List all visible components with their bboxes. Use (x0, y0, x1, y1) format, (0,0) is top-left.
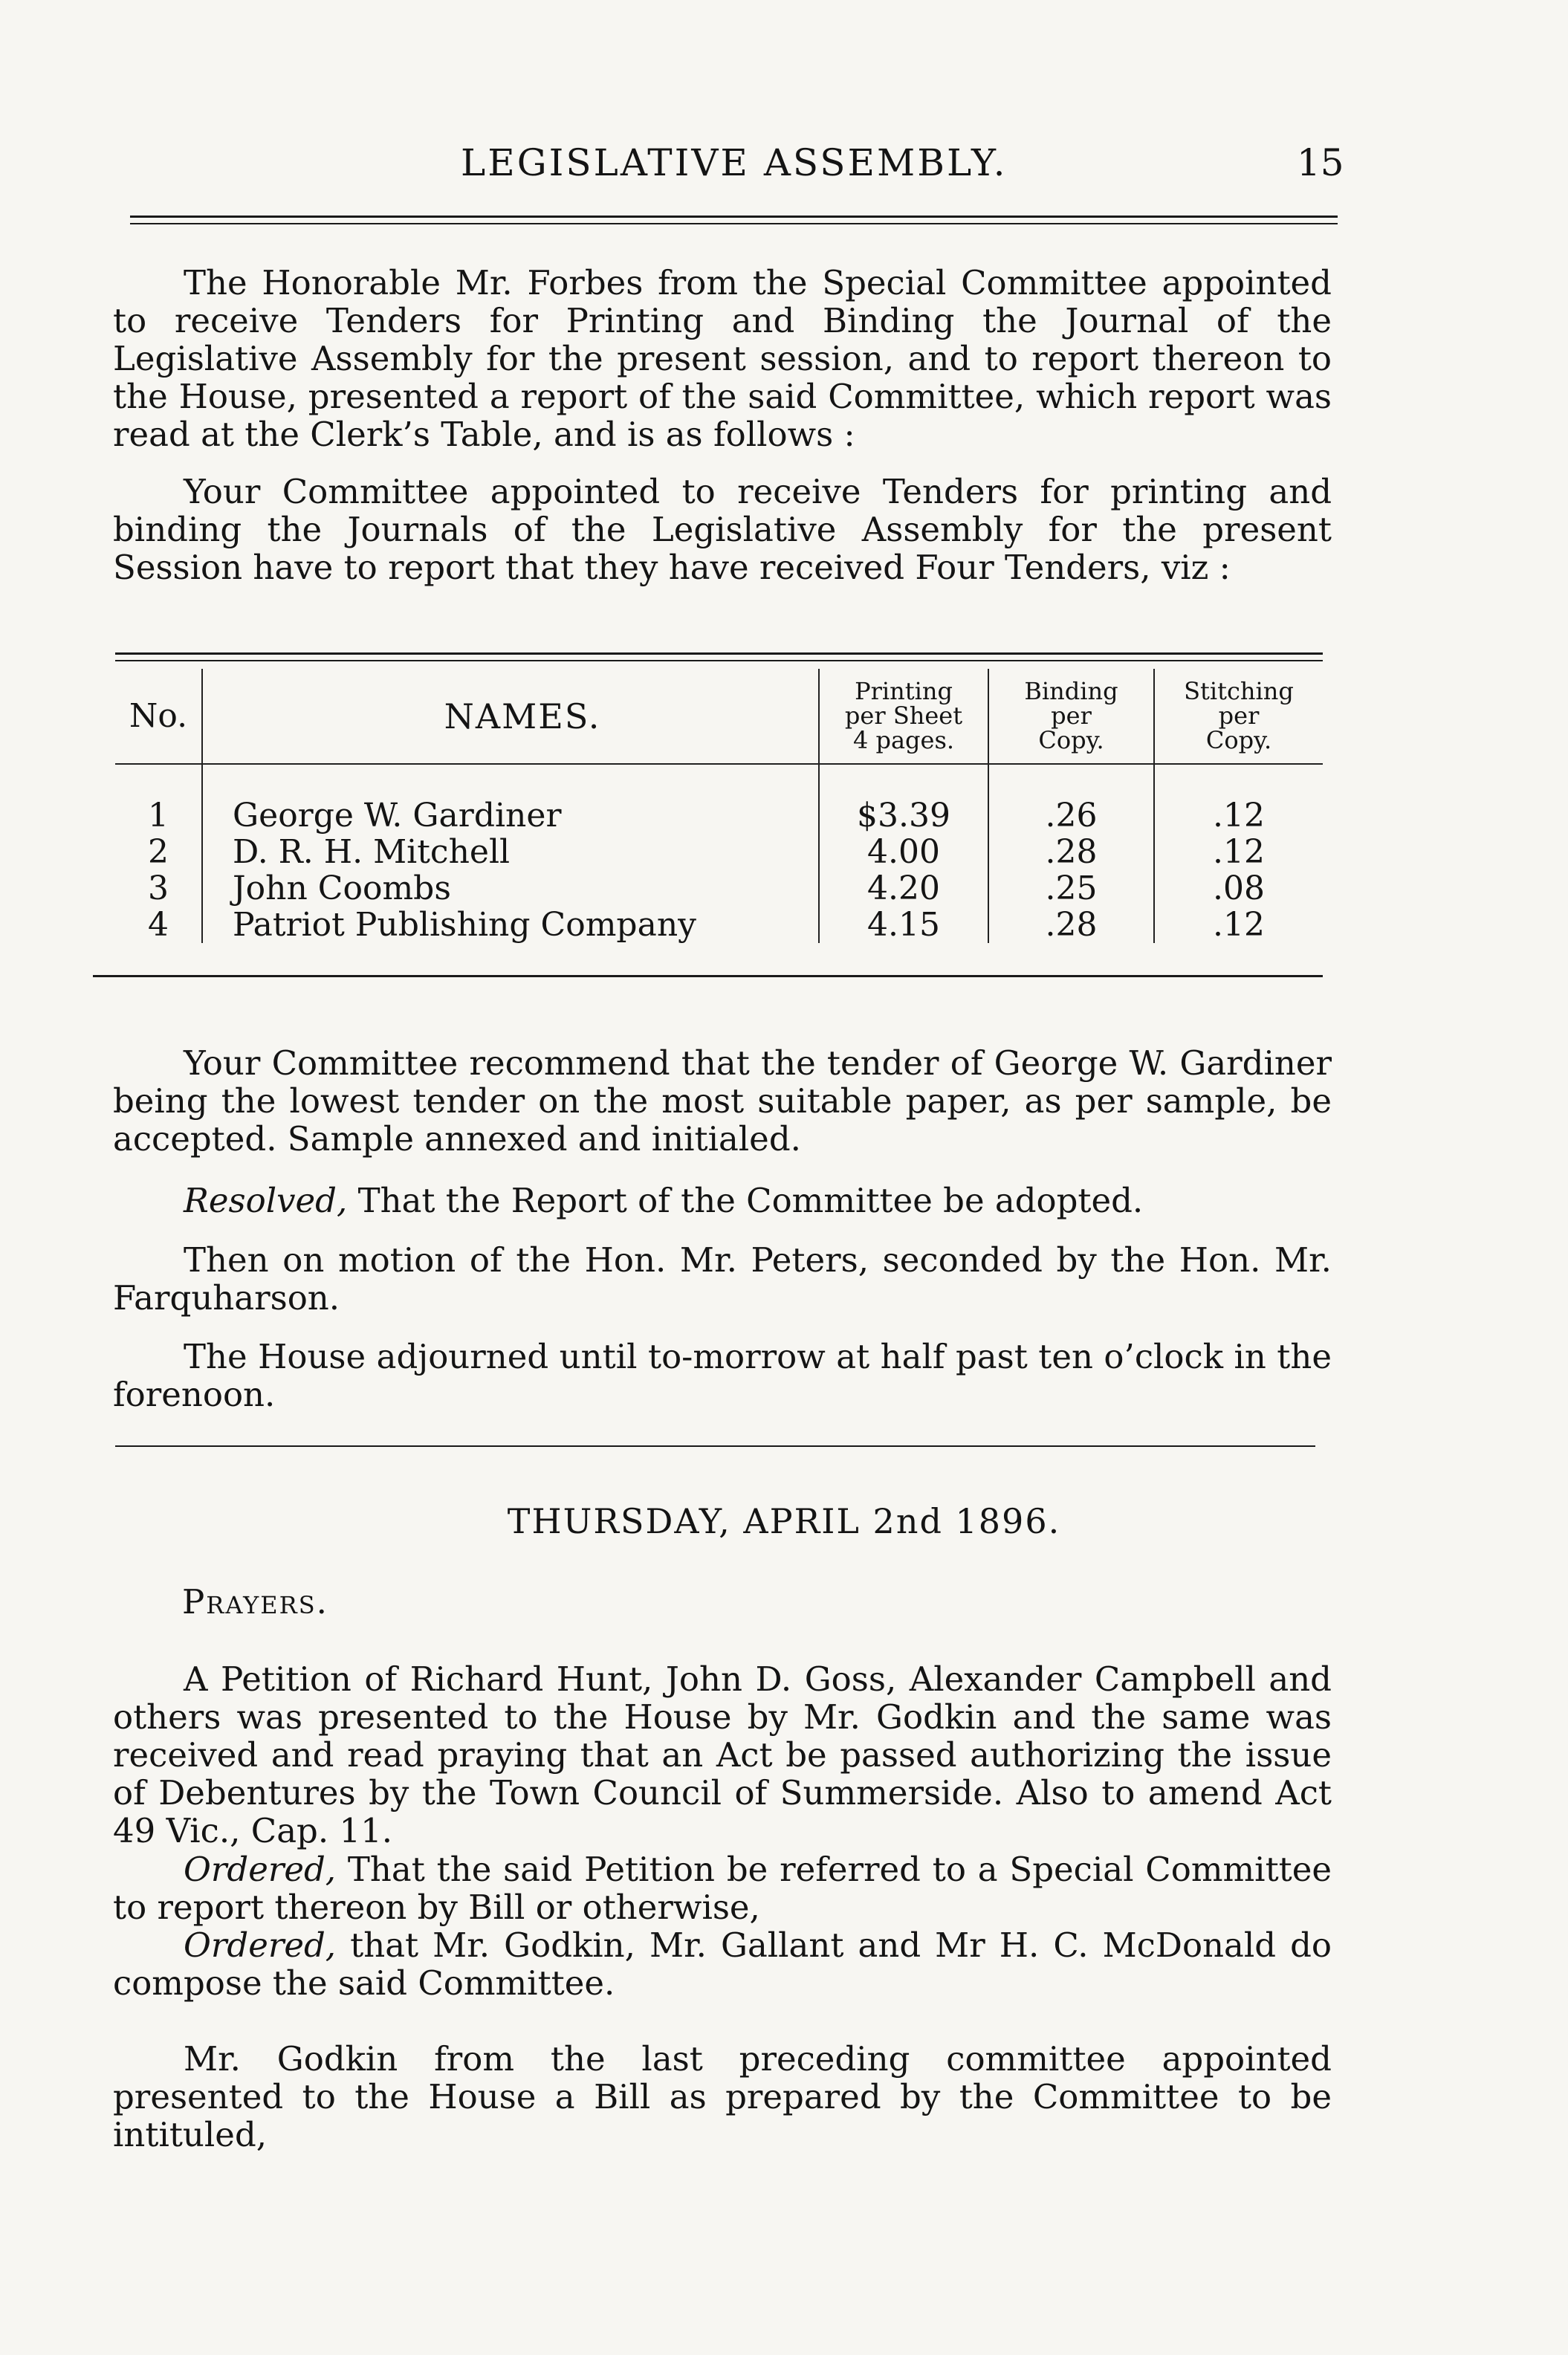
row-binding: .28 (988, 834, 1154, 870)
ordered-composition-text: that Mr. Godkin, Mr. Gallant and Mr H. C. McDonald do compose the said Committee. (113, 1925, 1332, 2003)
header-names: NAMES. (202, 669, 819, 764)
prayers-heading (182, 1583, 628, 1621)
header-rule-bottom (130, 223, 1338, 224)
header-no: No. (115, 669, 202, 764)
row-stitching: .12 (1213, 906, 1265, 944)
row-printing: 4.15 (819, 907, 988, 943)
row-stitching: .08 (1213, 869, 1265, 907)
day-heading: THURSDAY, APRIL 2nd 1896. (507, 1501, 1061, 1541)
ordered-referral-text: That the said Petition be referred to a Special Committee to report thereon by Bill or otherwise, (113, 1850, 1332, 1927)
row-binding: .26 (988, 764, 1154, 834)
bill-paragraph: Mr. Godkin from the last preceding committee appointed presented to the House a Bill as prepared by the Committee to be intituled, (113, 2039, 1332, 2154)
ordered-label: Ordered, (184, 1925, 337, 1965)
header-printing-line-3: 4 pages. (852, 726, 955, 754)
motion-paragraph: Then on motion of the Hon. Mr. Peters, seconded by the Hon. Mr. Farquharson. (113, 1240, 1332, 1318)
header-printing-line-1: Printing (855, 677, 953, 705)
header-printing (819, 669, 988, 764)
header-stitching-line-1: Stitching (1184, 677, 1294, 705)
table-row (115, 907, 1323, 943)
row-binding: .25 (988, 870, 1154, 907)
table-row (115, 764, 1323, 834)
header-stitching-line-3: Copy. (1205, 726, 1272, 754)
row-name: John Coombs (202, 870, 819, 907)
row-binding: .28 (988, 907, 1154, 943)
table-rule-top-inner (115, 660, 1323, 661)
header-printing-line-2: per Sheet (844, 702, 963, 730)
report-intro-paragraph: The Honorable Mr. Forbes from the Special Committee appointed to receive Tenders for Printing and Binding the Journal of the Legislative Assembly for the present session, and to report thereon to the House, presented a report of the said Committee, which report was read at the Clerk’s Table, and is as follows : (113, 263, 1332, 454)
page-header (0, 141, 1568, 193)
table-header-row (115, 669, 1323, 764)
row-no: 2 (115, 834, 202, 870)
row-no: 4 (115, 907, 202, 943)
row-printing: 4.00 (819, 834, 988, 870)
running-title: LEGISLATIVE ASSEMBLY. (461, 141, 1008, 184)
header-stitching (1154, 669, 1323, 764)
row-printing: 4.20 (819, 870, 988, 907)
header-rule-top (130, 216, 1338, 218)
table-row (115, 870, 1323, 907)
row-no: 1 (115, 764, 202, 834)
resolved-text: That the Report of the Committee be adopted. (347, 1181, 1144, 1220)
row-name: George W. Gardiner (202, 764, 819, 834)
adjourned-paragraph: The House adjourned until to-morrow at half past ten o’clock in the forenoon. (113, 1337, 1332, 1414)
prayers-label: Prayers. (182, 1582, 328, 1622)
row-name: D. R. H. Mitchell (202, 834, 819, 870)
header-stitching-line-2: per (1218, 702, 1260, 730)
resolved-label: Resolved, (184, 1181, 348, 1220)
row-name: Patriot Publishing Company (202, 907, 819, 943)
ordered-composition-paragraph (113, 1926, 1332, 2002)
row-printing: $3.39 (819, 764, 988, 834)
table-rule-bottom (93, 975, 1323, 977)
header-binding-line-1: Binding (1024, 677, 1118, 705)
row-stitching: .12 (1213, 797, 1265, 835)
table-rule-top (115, 652, 1323, 655)
page-number: 15 (1297, 141, 1344, 184)
resolved-paragraph (113, 1182, 1332, 1219)
tenders-table (115, 669, 1323, 943)
header-binding-line-3: Copy. (1038, 726, 1104, 754)
petition-paragraph: A Petition of Richard Hunt, John D. Goss, Alexander Campbell and others was presented to the House by Mr. Godkin and the same was received and read praying that an Act be passed authorizing the issue of Debentures by the Town Council of Summerside. Also to amend Act 49 Vic., Cap. 11. (113, 1659, 1332, 1850)
row-no: 3 (115, 870, 202, 907)
row-stitching: .12 (1213, 833, 1265, 871)
recommendation-paragraph: Your Committee recommend that the tender of George W. Gardiner being the lowest tender on the most suitable paper, as per sample, be accepted. Sample annexed and initialed. (113, 1043, 1332, 1159)
ordered-label: Ordered, (184, 1850, 337, 1889)
table-row (115, 834, 1323, 870)
committee-paragraph: Your Committee appointed to receive Tenders for printing and binding the Journals of the Legislative Assembly for the present Session have to report that they have received Four Tenders, viz : (113, 472, 1332, 587)
header-binding-line-2: per (1051, 702, 1092, 730)
ordered-referral-paragraph (113, 1850, 1332, 1926)
section-divider (115, 1445, 1315, 1447)
header-binding (988, 669, 1154, 764)
